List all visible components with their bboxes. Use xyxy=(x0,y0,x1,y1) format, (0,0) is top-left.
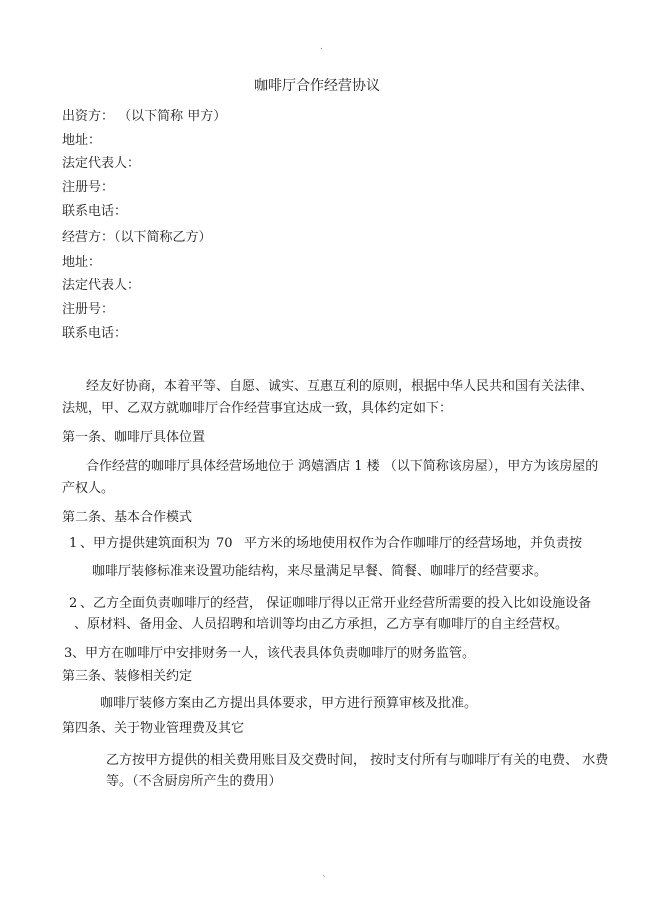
article-1-line-2: 产权人。 xyxy=(62,481,115,496)
preamble-line-1: 经友好协商，本着平等、自愿、诚实、互惠互利的原则，根据中华人民共和国有关法律、 xyxy=(86,379,594,394)
item-1-line-1a: 、甲方提供建筑面积为 xyxy=(80,536,211,551)
document-title: 咖啡厅合作经营协议 xyxy=(254,78,380,94)
party-a-label: 出资方： （以下简称 甲方） xyxy=(62,109,227,124)
article-1-line-1: 合作经营的咖啡厅具体经营场地位于 鸿嬉酒店 1 楼 （以下简称该房屋），甲方为该房屋的 xyxy=(86,459,599,474)
preamble-line-2: 法规，甲、乙双方就咖啡厅合作经营事宜达成一致，具体约定如下： xyxy=(62,401,453,416)
item-3-line-1: 、甲方在咖啡厅中安排财务一人，该代表具体负责咖啡厅的财务监管。 xyxy=(72,646,476,661)
party-a-reg-no: 注册号： xyxy=(62,180,115,195)
page-top-mark: . xyxy=(320,42,323,52)
article-2-heading: 第二条、基本合作模式 xyxy=(62,510,193,525)
article-3-heading: 第三条、装修相关约定 xyxy=(62,669,193,684)
item-1-area: 70 xyxy=(216,536,233,551)
article-1-heading: 第一条、咖啡厅具体位置 xyxy=(62,430,206,445)
article-4-line-1: 乙方按甲方提供的相关费用账目及交费时间， 按时支付所有与咖啡厅有关的电费、 水费 xyxy=(106,753,609,768)
party-b-phone: 联系电话： xyxy=(62,326,128,341)
article-3-line-1: 咖啡厅装修方案由乙方提出具体要求，甲方进行预算审核及批准。 xyxy=(100,696,478,711)
article-4-line-2: 等。（不含厨房所产生的费用） xyxy=(106,774,282,789)
party-b-reg-no: 注册号： xyxy=(62,302,115,317)
item-1-number: 1 xyxy=(69,536,78,551)
article-4-heading: 第四条、关于物业管理费及其它 xyxy=(62,721,245,736)
party-b-address: 地址： xyxy=(62,255,102,270)
party-a-phone: 联系电话： xyxy=(62,204,128,219)
item-2-line-2: 、原材料、备用金、人员招聘和培训等均由乙方承担，乙方享有咖啡厅的自主经营权。 xyxy=(74,617,569,632)
item-1-line-1b: 平方米的场地使用权作为合作咖啡厅的经营场地，并负责按 xyxy=(244,536,583,551)
party-b-legal-rep: 法定代表人： xyxy=(62,278,141,293)
page-bottom-mark: ` xyxy=(322,876,327,886)
item-1-line-2: 咖啡厅装修标准来设置功能结构，来尽量满足早餐、简餐、咖啡厅的经营要求。 xyxy=(92,564,548,579)
party-a-address: 地址： xyxy=(62,133,102,148)
party-a-legal-rep: 法定代表人： xyxy=(62,156,141,171)
item-2-number: 2 xyxy=(69,596,78,611)
item-2-line-1: 、乙方全面负责咖啡厅的经营， 保证咖啡厅得以正常开业经营所需要的投入比如设施设备 xyxy=(80,596,592,611)
item-3-number: 3 xyxy=(64,646,73,661)
party-b-label: 经营方：（以下简称乙方） xyxy=(62,230,212,245)
